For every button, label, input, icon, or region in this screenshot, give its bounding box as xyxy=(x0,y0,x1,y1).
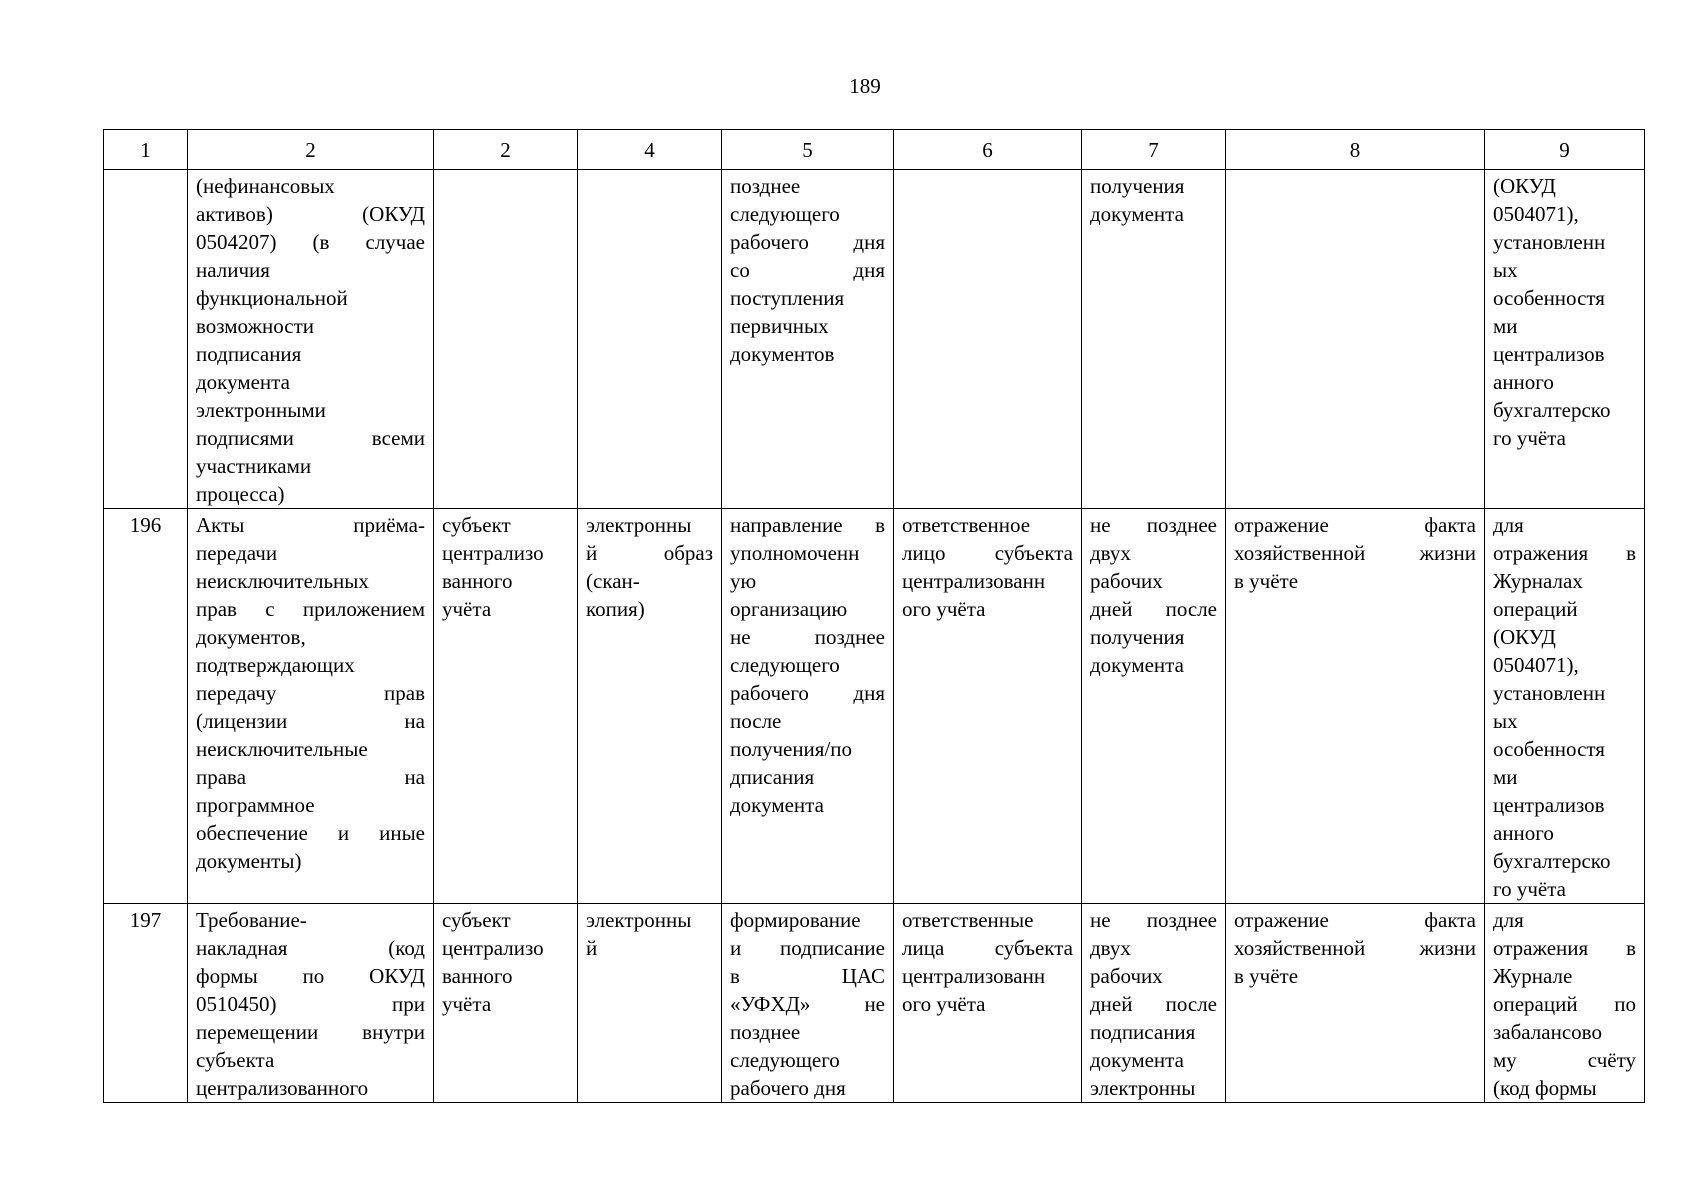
cell-text-line: получения/по xyxy=(730,737,853,761)
cell-text-line: позднее xyxy=(730,1020,801,1044)
cell-text-line: отражение факта xyxy=(1234,513,1476,537)
cell-text-line: 0504207) (в случае xyxy=(196,230,425,254)
accounting-cell xyxy=(1226,904,1485,1103)
cell-text-line: Журнале xyxy=(1493,964,1573,988)
cell-text-line: рабочих xyxy=(1090,569,1163,593)
cell-text-line: права на xyxy=(196,765,425,789)
cell-text-line: анного xyxy=(1493,370,1554,394)
cell-text-line: особенностя xyxy=(1493,737,1605,761)
cell-text-line: наличия xyxy=(196,258,270,282)
cell-text-line: рабочего дня xyxy=(730,681,885,705)
cell-text-line: му счёту xyxy=(1493,1048,1636,1072)
transfer-term-cell xyxy=(722,904,894,1103)
cell-text-line: двух xyxy=(1090,541,1131,565)
cell-text-line: передачи xyxy=(196,541,278,565)
cell-text-line: первичных xyxy=(730,314,829,338)
header-cell: 2 xyxy=(434,130,578,170)
cell-text-line: забалансово xyxy=(1493,1020,1602,1044)
processing-term-cell xyxy=(1082,170,1226,509)
cell-text-line: документов xyxy=(730,342,835,366)
document-table xyxy=(103,129,1645,1103)
cell-text-line: следующего xyxy=(730,653,840,677)
cell-text-line: 0510450) при xyxy=(196,992,425,1016)
cell-text-line: лица субъекта xyxy=(902,936,1073,960)
cell-text-line: документа xyxy=(1090,1048,1184,1072)
cell-text-line: ых xyxy=(1493,709,1518,733)
cell-text-line: Акты приёма- xyxy=(196,513,425,537)
cell-text-line: бухгалтерско xyxy=(1493,849,1611,873)
cell-text-line: установленн xyxy=(1493,681,1606,705)
header-cell: 7 xyxy=(1082,130,1226,170)
document-name-cell xyxy=(188,904,434,1103)
cell-text-line: (нефинансовых xyxy=(196,174,335,198)
cell-text-line: дней после xyxy=(1090,597,1217,621)
cell-text-line: получения xyxy=(1090,625,1185,649)
cell-text-line: операций по xyxy=(1493,992,1636,1016)
cell-text-line: функциональной xyxy=(196,286,348,310)
cell-text-line: хозяйственной жизни xyxy=(1234,936,1476,960)
transfer-term-cell xyxy=(722,509,894,904)
cell-text-line: централизо xyxy=(442,936,544,960)
cell-text-line: электронны xyxy=(586,513,692,537)
cell-text-line: накладная (код xyxy=(196,936,425,960)
cell-text-line: субъект xyxy=(442,513,511,537)
cell-text-line: электронны xyxy=(586,908,692,932)
cell-text-line: участниками xyxy=(196,454,312,478)
accounting-cell xyxy=(1226,509,1485,904)
responsible-cell xyxy=(894,904,1082,1103)
table-row xyxy=(104,170,1645,509)
table-header-row xyxy=(104,130,1645,170)
cell-text-line: 0504071), xyxy=(1493,202,1579,226)
cell-text-line: документа xyxy=(1090,653,1184,677)
cell-text-line: подписания xyxy=(196,342,302,366)
registers-cell xyxy=(1485,509,1645,904)
cell-text-line: поступления xyxy=(730,286,845,310)
cell-text-line: ого учёта xyxy=(902,597,986,621)
cell-text-line: не позднее xyxy=(730,625,885,649)
cell-text-line: в учёте xyxy=(1234,964,1299,988)
cell-text-line: процесса) xyxy=(196,482,285,506)
cell-text-line: рабочих xyxy=(1090,964,1163,988)
cell-text-line: документа xyxy=(730,793,824,817)
creator-cell xyxy=(434,170,578,509)
cell-text-line: прав с приложением xyxy=(196,597,425,621)
cell-text-line: ми xyxy=(1493,765,1518,789)
cell-text-line: ого учёта xyxy=(902,992,986,1016)
cell-text-line: копия) xyxy=(586,597,645,621)
cell-text-line: го учёта xyxy=(1493,426,1566,450)
table-row xyxy=(104,904,1645,1103)
cell-text-line: Журналах xyxy=(1493,569,1583,593)
cell-text-line: формы по ОКУД xyxy=(196,964,425,988)
cell-text-line: документа xyxy=(1090,202,1184,226)
cell-text-line: документа xyxy=(196,370,290,394)
cell-text-line: ую xyxy=(730,569,757,593)
cell-text-line: для xyxy=(1493,908,1524,932)
creator-cell xyxy=(434,509,578,904)
responsible-cell xyxy=(894,170,1082,509)
cell-text-line: субъекта xyxy=(196,1048,275,1072)
format-cell xyxy=(578,170,722,509)
cell-text-line: учёта xyxy=(442,992,492,1016)
cell-text-line: подтверждающих xyxy=(196,653,355,677)
cell-text-line: электронными xyxy=(196,398,326,422)
cell-text-line: ых xyxy=(1493,258,1518,282)
responsible-cell xyxy=(894,509,1082,904)
cell-text-line: Требование- xyxy=(196,908,307,932)
row-number-cell: 196 xyxy=(104,509,188,904)
header-cell: 1 xyxy=(104,130,188,170)
processing-term-cell xyxy=(1082,904,1226,1103)
cell-text-line: анного xyxy=(1493,821,1554,845)
header-cell: 5 xyxy=(722,130,894,170)
cell-text-line: централизо xyxy=(442,541,544,565)
document-name-cell xyxy=(188,170,434,509)
header-cell: 6 xyxy=(894,130,1082,170)
cell-text-line: «УФХД» не xyxy=(730,992,885,1016)
cell-text-line: направление в xyxy=(730,513,885,537)
cell-text-line: получения xyxy=(1090,174,1185,198)
registers-cell xyxy=(1485,170,1645,509)
cell-text-line: следующего xyxy=(730,1048,840,1072)
header-cell: 8 xyxy=(1226,130,1485,170)
cell-text-line: ванного xyxy=(442,569,513,593)
cell-text-line: уполномоченн xyxy=(730,541,860,565)
cell-text-line: субъект xyxy=(442,908,511,932)
cell-text-line: бухгалтерско xyxy=(1493,398,1611,422)
cell-text-line: программное xyxy=(196,793,315,817)
cell-text-line: двух xyxy=(1090,936,1131,960)
format-cell xyxy=(578,904,722,1103)
cell-text-line: го учёта xyxy=(1493,877,1566,901)
cell-text-line: активов) (ОКУД xyxy=(196,202,425,226)
cell-text-line: со дня xyxy=(730,258,885,282)
transfer-term-cell xyxy=(722,170,894,509)
cell-text-line: рабочего дня xyxy=(730,230,885,254)
registers-cell xyxy=(1485,904,1645,1103)
cell-text-line: возможности xyxy=(196,314,315,338)
cell-text-line: (скан- xyxy=(586,569,640,593)
cell-text-line: ответственные xyxy=(902,908,1034,932)
cell-text-line: электронны xyxy=(1090,1076,1196,1100)
document-name-cell xyxy=(188,509,434,904)
cell-text-line: обеспечение и иные xyxy=(196,821,425,845)
page-number: 189 xyxy=(849,74,881,98)
cell-text-line: позднее xyxy=(730,174,801,198)
cell-text-line: операций xyxy=(1493,597,1578,621)
cell-text-line: (ОКУД xyxy=(1493,625,1556,649)
cell-text-line: лицо субъекта xyxy=(902,541,1073,565)
cell-text-line: й образ xyxy=(586,541,713,565)
cell-text-line: отражение факта xyxy=(1234,908,1476,932)
cell-text-line: (ОКУД xyxy=(1493,174,1556,198)
row-number-cell xyxy=(104,170,188,509)
cell-text-line: централизов xyxy=(1493,793,1605,817)
format-cell xyxy=(578,509,722,904)
cell-text-line: документов, xyxy=(196,625,306,649)
cell-text-line: ванного xyxy=(442,964,513,988)
cell-text-line: ми xyxy=(1493,314,1518,338)
cell-text-line: после xyxy=(730,709,782,733)
cell-text-line: ответственное xyxy=(902,513,1031,537)
cell-text-line: хозяйственной жизни xyxy=(1234,541,1476,565)
row-number-cell: 197 xyxy=(104,904,188,1103)
cell-text-line: отражения в xyxy=(1493,936,1636,960)
cell-text-line: установленн xyxy=(1493,230,1606,254)
table-row xyxy=(104,509,1645,904)
cell-text-line: неисключительные xyxy=(196,737,368,761)
cell-text-line: (код формы xyxy=(1493,1076,1597,1100)
cell-text-line: дней после xyxy=(1090,992,1217,1016)
cell-text-line: неисключительных xyxy=(196,569,369,593)
creator-cell xyxy=(434,904,578,1103)
header-cell: 9 xyxy=(1485,130,1645,170)
cell-text-line: передачу прав xyxy=(196,681,425,705)
cell-text-line: и подписание xyxy=(730,936,885,960)
cell-text-line: 0504071), xyxy=(1493,653,1579,677)
cell-text-line: отражения в xyxy=(1493,541,1636,565)
accounting-cell xyxy=(1226,170,1485,509)
header-cell: 2 xyxy=(188,130,434,170)
cell-text-line: особенностя xyxy=(1493,286,1605,310)
header-cell: 4 xyxy=(578,130,722,170)
cell-text-line: перемещении внутри xyxy=(196,1020,425,1044)
cell-text-line: подписями всеми xyxy=(196,426,425,450)
cell-text-line: централизованн xyxy=(902,569,1046,593)
cell-text-line: й xyxy=(586,936,598,960)
cell-text-line: (лицензии на xyxy=(196,709,425,733)
cell-text-line: следующего xyxy=(730,202,840,226)
cell-text-line: централизов xyxy=(1493,342,1605,366)
cell-text-line: дписания xyxy=(730,765,815,789)
cell-text-line: не позднее xyxy=(1090,513,1217,537)
cell-text-line: в ЦАС xyxy=(730,964,885,988)
processing-term-cell xyxy=(1082,509,1226,904)
cell-text-line: учёта xyxy=(442,597,492,621)
cell-text-line: документы) xyxy=(196,849,302,873)
cell-text-line: подписания xyxy=(1090,1020,1196,1044)
cell-text-line: в учёте xyxy=(1234,569,1299,593)
cell-text-line: централизованн xyxy=(902,964,1046,988)
cell-text-line: для xyxy=(1493,513,1524,537)
cell-text-line: централизованного xyxy=(196,1076,369,1100)
cell-text-line: организацию xyxy=(730,597,848,621)
cell-text-line: формирование xyxy=(730,908,861,932)
cell-text-line: рабочего дня xyxy=(730,1076,846,1100)
cell-text-line: не позднее xyxy=(1090,908,1217,932)
